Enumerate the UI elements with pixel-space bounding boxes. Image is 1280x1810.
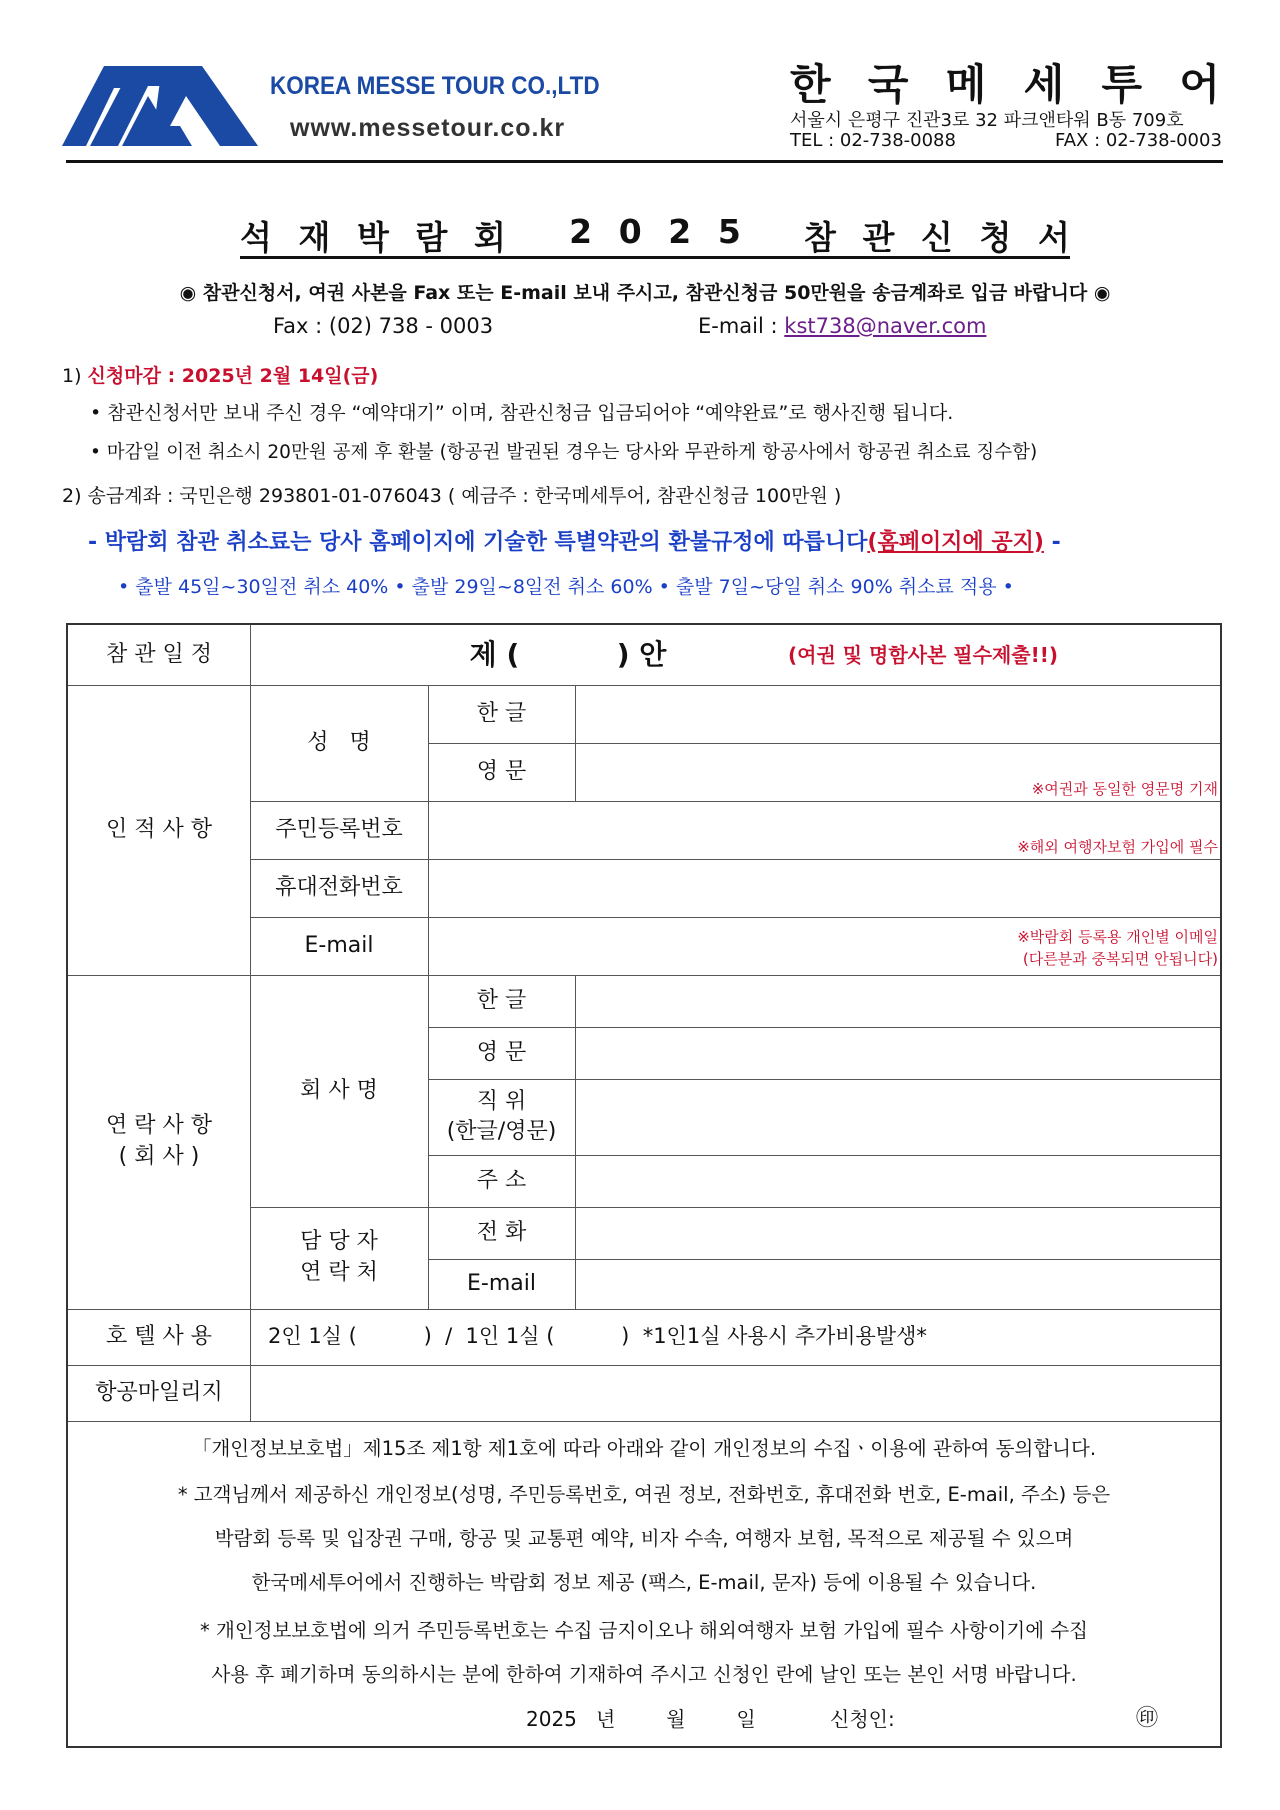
company-tel: TEL : 02-738-0088 <box>790 130 956 151</box>
deadline-bullet-1: • 참관신청서만 보내 주신 경우 “예약대기” 이며, 참관신청금 입금되어야 “예약완료”로 행사진행 됩니다. <box>90 402 954 424</box>
hotel-label: 호 텔 사 용 <box>106 1323 212 1349</box>
company-fax: FAX : 02-738-0003 <box>1055 130 1222 151</box>
policy-main: - 박람회 참관 취소료는 당사 홈페이지에 기술한 특별약관의 환불규정에 따릅니다 <box>88 530 868 555</box>
company-name-en: KOREA MESSE TOUR CO.,LTD <box>270 72 600 100</box>
email-link[interactable]: kst738@naver.com <box>784 314 987 338</box>
company-contact-label <box>68 975 250 1309</box>
email-contact <box>698 314 986 338</box>
name-korean-field[interactable] <box>576 686 1220 743</box>
section-bank-account: 2) 송금계좌 : 국민은행 293801-01-076043 ( 예금주 : 한국메세투어, 참관신청금 100만원 ) <box>62 485 842 507</box>
manager-label-line: 담 당 자 <box>300 1229 378 1255</box>
name-label: 성 명 <box>307 729 371 755</box>
fax-number: Fax : (02) 738 - 0003 <box>273 314 494 338</box>
personal-info-label: 인 적 사 항 <box>106 816 212 842</box>
resident-number-label: 주민등록번호 <box>275 816 403 842</box>
cancellation-policy <box>88 525 1061 556</box>
title-char: 0 <box>618 212 642 251</box>
consent-line-1: 「개인정보보호법」제15조 제1항 제1호에 따라 아래와 같이 개인정보의 수집ㆍ이용에 관하여 동의합니다. <box>191 1437 1097 1460</box>
manager-phone-field[interactable] <box>576 1208 1220 1259</box>
schedule-label: 참 관 일 정 <box>106 641 212 667</box>
consent-line-2: * 고객님께서 제공하신 개인정보(성명, 주민등록번호, 여권 정보, 전화번호, 휴대전화 번호, E-mail, 주소) 등은 <box>177 1483 1111 1506</box>
cancellation-rates: • 출발 45일~30일전 취소 40% • 출발 29일~8일전 취소 60% • 출발 7일~당일 취소 90% 취소료 적용 • <box>118 576 1014 598</box>
section-deadline <box>62 361 378 388</box>
header-divider <box>66 160 1223 163</box>
mobile-label: 휴대전화번호 <box>275 874 403 900</box>
email-label: E-mail : <box>698 314 785 338</box>
email-label-cell: E-mail <box>304 932 374 958</box>
section-number: 1) <box>62 365 88 387</box>
title-char: 람 <box>415 218 448 257</box>
policy-end: - <box>1043 530 1061 555</box>
company-name-char: 한 <box>790 60 831 109</box>
company-korean-label: 한 글 <box>476 987 527 1013</box>
title-char: 서 <box>1038 218 1070 257</box>
deadline-bullet-2: • 마감일 이전 취소시 20만원 공제 후 환불 (항공권 발권된 경우는 당사와 무관하게 항공사에서 항공권 취소료 징수함) <box>90 442 1038 463</box>
company-name-label: 회 사 명 <box>300 1077 378 1103</box>
title-char: 5 <box>717 212 741 251</box>
consent-line-5: * 개인정보보호법에 의거 주민등록번호는 수집 금지이오나 해외여행자 보험 가입에 필수 사항이기에 수집 <box>200 1619 1088 1642</box>
address-field[interactable] <box>576 1156 1220 1207</box>
consent-line-3: 박람회 등록 및 입장권 구매, 항공 및 교통편 예약, 비자 수속, 여행자 보험, 목적으로 제공될 수 있으며 <box>214 1527 1074 1550</box>
email-note-line: (다른분과 중복되면 안됩니다) <box>1022 949 1218 968</box>
company-english-label: 영 문 <box>476 1039 527 1065</box>
manager-label-line: 연 락 처 <box>300 1260 378 1285</box>
company-name-char: 투 <box>1101 60 1143 109</box>
email-note <box>1017 927 1218 971</box>
mileage-label: 항공마일리지 <box>95 1379 223 1405</box>
application-form <box>66 623 1222 1748</box>
company-contact-label-line: ( 회 사 ) <box>118 1144 200 1169</box>
english-name-note: ※여권과 동일한 영문명 기재 <box>1031 780 1218 798</box>
document-title <box>240 212 1070 259</box>
title-char: 박 <box>357 218 389 257</box>
title-char: 2 <box>668 212 692 251</box>
company-address: 서울시 은평구 진관3로 32 파크앤타워 B동 709호 <box>790 110 1184 131</box>
position-label-line: (한글/영문) <box>446 1119 557 1144</box>
title-char: 참 <box>804 218 836 257</box>
position-field[interactable] <box>576 1080 1220 1155</box>
title-char: 2 <box>569 212 593 251</box>
seal-mark: ㊞ <box>1136 1706 1159 1731</box>
company-name-char: 세 <box>1023 60 1065 109</box>
title-char: 관 <box>862 218 895 257</box>
submission-notice: ◉ 참관신청서, 여권 사본을 Fax 또는 E-mail 보내 주시고, 참관신청금 50만원을 송금계좌로 입금 바랍니다 ◉ <box>179 282 1111 304</box>
company-name-kr <box>790 52 1220 112</box>
company-name-char: 메 <box>945 60 987 109</box>
schedule-note: (여권 및 명함사본 필수제출!!) <box>788 643 1058 667</box>
hotel-room-option[interactable]: 2인 1실 ( ) / 1인 1실 ( ) *1인1실 사용시 추가비용발생* <box>268 1324 927 1349</box>
email-note-line: ※박람회 등록용 개인별 이메일 <box>1017 928 1218 946</box>
company-website: www.messetour.co.kr <box>290 114 566 142</box>
mobile-field[interactable] <box>429 860 1220 917</box>
company-logo-icon <box>62 66 258 146</box>
consent-line-4: 한국메세투어에서 진행하는 박람회 정보 제공 (팩스, E-mail, 문자) 등에 이용될 수 있습니다. <box>251 1571 1037 1594</box>
manager-email-field[interactable] <box>576 1260 1220 1309</box>
company-name-char: 어 <box>1179 60 1220 109</box>
resident-number-note: ※해외 여행자보험 가입에 필수 <box>1017 838 1218 856</box>
manager-email-label: E-mail <box>467 1270 536 1296</box>
title-char: 청 <box>979 218 1012 257</box>
company-korean-field[interactable] <box>576 976 1220 1027</box>
company-english-field[interactable] <box>576 1028 1220 1079</box>
address-label: 주 소 <box>476 1167 527 1193</box>
name-korean-label: 한 글 <box>476 700 527 726</box>
schedule-plan-input[interactable]: 제 ( ) 안 <box>469 638 667 672</box>
position-label-line: 직 위 <box>476 1089 527 1115</box>
title-char: 신 <box>921 218 953 257</box>
policy-highlight: (홈페이지에 공지) <box>867 530 1044 555</box>
manager-phone-label: 전 화 <box>476 1219 527 1245</box>
company-contact-label-line: 연 락 사 항 <box>106 1113 212 1139</box>
application-date: 2025 년 월 일 <box>526 1707 756 1731</box>
company-name-char: 국 <box>867 60 909 109</box>
mileage-field[interactable] <box>251 1366 1220 1421</box>
manager-label <box>250 1207 428 1309</box>
applicant-label: 신청인: <box>830 1707 895 1731</box>
position-label <box>428 1079 575 1155</box>
title-char: 회 <box>474 218 506 257</box>
title-char: 석 <box>240 218 272 257</box>
applicant-signature-field[interactable] <box>930 1699 1130 1729</box>
name-english-label: 영 문 <box>476 758 527 784</box>
consent-line-6: 사용 후 폐기하며 동의하시는 분에 한하여 기재하여 주시고 신청인 란에 날인 또는 본인 서명 바랍니다. <box>211 1663 1077 1686</box>
deadline-text: 신청마감 : 2025년 2월 14일(금) <box>87 365 379 387</box>
title-char: 재 <box>298 218 331 257</box>
